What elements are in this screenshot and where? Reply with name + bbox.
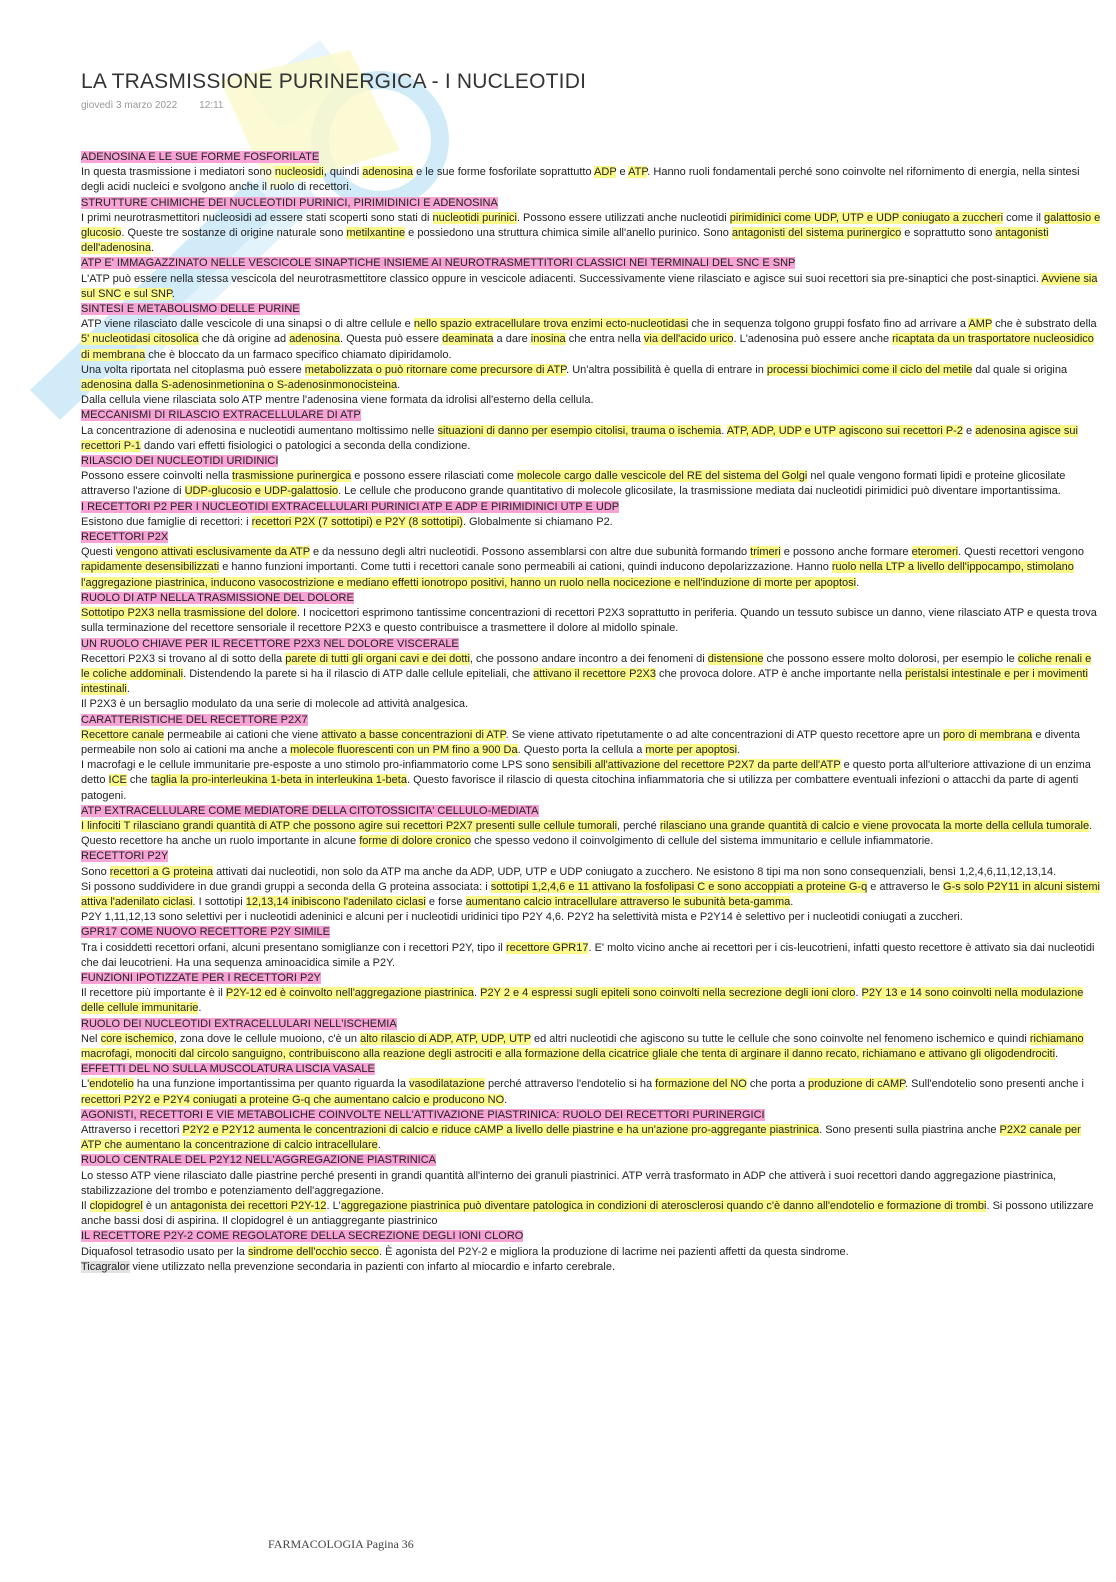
highlighted-text: FUNZIONI IPOTIZZATE PER I RECETTORI P2Y <box>81 971 321 984</box>
text-run: che possono essere molto dolorosi, per esempio le <box>763 652 1018 665</box>
section-heading <box>81 1017 1101 1032</box>
section-heading <box>81 530 1101 545</box>
text-run: Il P2X3 è un bersaglio modulato da una serie di molecole ad attività analgesica. <box>81 698 469 711</box>
highlighted-text: antagonisti dell'adenosina <box>81 227 1049 255</box>
page-title: LA TRASMISSIONE PURINERGICA - I NUCLEOTIDI <box>81 70 587 93</box>
text-run: Diquafosol tetrasodio usato per la <box>81 1245 248 1258</box>
text-run: e diventa permeabile non solo ai cationi ma anche a <box>81 728 1080 756</box>
highlighted-text: RECETTORI P2Y <box>81 850 169 863</box>
text-run: . <box>397 379 401 392</box>
highlighted-text: EFFETTI DEL NO SULLA MUSCOLATURA LISCIA VASALE <box>81 1063 375 1076</box>
paragraph <box>81 1123 1101 1153</box>
section-heading <box>81 804 1101 819</box>
note-time: 12:11 <box>199 100 224 111</box>
text-run: che <box>126 774 151 787</box>
text-run: . L' <box>326 1200 341 1213</box>
highlighted-text: SINTESI E METABOLISMO DELLE PURINE <box>81 303 300 316</box>
text-run: . Questo favorisce il rilascio di questa citochina infiammatoria che si utilizza per combattere eventuali infezioni o attacchi da parte di agenti patogeni. <box>81 774 1079 802</box>
highlighted-text: P2Y 13 e 14 sono coinvolti nella modulazione delle cellule immunitarie <box>81 987 1084 1015</box>
text-run: . È agonista del P2Y-2 e migliora la produzione di lacrime nei pazienti affetti da questa sindrome. <box>379 1245 849 1258</box>
note-meta <box>81 100 223 111</box>
text-run: . Un'altra possibilità è quella di entrare in <box>566 363 767 376</box>
highlighted-text: molecole fluorescenti con un PM fino a 900 Da <box>290 743 518 756</box>
text-run: viene utilizzato nella prevenzione secondaria in pazienti con infarto al miocardio e infarto cerebrale. <box>129 1260 615 1273</box>
highlighted-text: nello spazio extracellulare trova enzimi ecto-nucleotidasi <box>413 318 689 331</box>
highlighted-text: inosina <box>530 333 566 346</box>
text-run: . <box>855 987 862 1000</box>
paragraph <box>81 424 1101 454</box>
paragraph <box>81 469 1101 499</box>
text-run: . Se viene attivato ripetutamente o ad alte concentrazioni di ATP questo recettore apre un <box>505 728 944 741</box>
highlighted-text: core ischemico <box>100 1032 174 1045</box>
text-run: Nel <box>81 1032 101 1045</box>
text-run: . <box>737 743 741 756</box>
highlighted-text: nucleosidi <box>274 166 324 179</box>
text-run: . Questa può essere <box>339 333 443 346</box>
highlighted-text: adenosina <box>289 333 340 346</box>
text-run: e questo porta all'ulteriore attivazione di un enzima detto <box>81 759 1091 787</box>
text-run: La concentrazione di adenosina e nucleotidi aumentano moltissimo nelle <box>81 424 438 437</box>
highlighted-text: adenosina <box>362 166 414 179</box>
highlighted-text: recettori P2X (7 sottotipi) e P2Y (8 sottotipi) <box>251 515 463 528</box>
section-heading <box>81 591 1101 606</box>
text-run: Il <box>81 1200 90 1213</box>
highlighted-text: Ticagralor <box>81 1260 130 1273</box>
section-heading <box>81 302 1101 317</box>
highlighted-text: MECCANISMI DI RILASCIO EXTRACELLULARE DI ATP <box>81 409 361 422</box>
text-run: Lo stesso ATP viene rilasciato dalle piastrine perché presenti in grandi quantità all'interno dei granuli piastrinici. ATP verrà trasformato in ADP che attiverà i suoi recettori dando aggregazione piastrinica, stabilizzazione del trombo e potenziamento dell'aggregazione. <box>81 1169 1057 1197</box>
highlighted-text: situazioni di danno per esempio citolisi, trauma o ischemia <box>437 424 722 437</box>
text-run: ha una funzione importantissima per quanto riguarda la <box>133 1078 410 1091</box>
paragraph <box>81 606 1101 636</box>
page-footer: FARMACOLOGIA Pagina 36 <box>268 1537 414 1551</box>
text-run: e hanno funzioni importanti. Come tutti i recettori canale sono permeabili ai cationi, quindi inducono depolarizzazione. Hanno <box>219 561 832 574</box>
text-run: I primi neurotrasmettitori nucleosidi ad essere stati scoperti sono stati di <box>81 211 433 224</box>
text-run: e le sue forme fosforilate soprattutto <box>413 166 595 179</box>
highlighted-text: eteromeri <box>911 546 959 559</box>
paragraph <box>81 941 1101 971</box>
highlighted-text: richiamano macrofagi, monociti dal circolo sanguigno, contribuiscono alla reazione degli astrociti e alla formazione della cicatrice gliale che tenta di arginare il danno recato, richiamano e attivano gli oligodendrociti <box>81 1032 1084 1060</box>
text-run: Dalla cellula viene rilasciata solo ATP mentre l'adenosina viene formata da idrolisi all'esterno della cellula. <box>81 394 594 407</box>
text-run: . <box>126 683 130 696</box>
highlighted-text: nucleotidi purinici <box>432 211 517 224</box>
highlighted-text: vasodilatazione <box>409 1078 485 1091</box>
highlighted-text: Avviene sia sul SNC e sul SNP <box>81 272 1098 300</box>
section-heading <box>81 500 1101 515</box>
paragraph <box>81 363 1101 393</box>
text-run: è un <box>142 1200 171 1213</box>
text-run: . <box>377 1139 381 1152</box>
text-run: . Sono presenti sulla piastrina anche <box>819 1124 1000 1136</box>
highlighted-text: ADP <box>594 166 617 179</box>
highlighted-text: clopidogrel <box>89 1200 143 1213</box>
paragraph <box>81 819 1101 834</box>
text-run: che in sequenza tolgono gruppi fosfato fino ad arrivare a <box>688 318 969 331</box>
highlighted-text: attivano il recettore P2X3 <box>533 667 656 680</box>
text-run: Il recettore più importante è il <box>81 987 226 1000</box>
text-run: che è bloccato da un farmaco specifico chiamato dipiridamolo. <box>145 348 452 361</box>
paragraph <box>81 1260 1101 1275</box>
highlighted-text: rilasciano una grande quantità di calcio e viene provocata la morte della cellula tumorale <box>659 819 1090 832</box>
highlighted-text: ricaptata da un trasportatore nucleosidico di membrana <box>81 333 1094 361</box>
paragraph <box>81 1077 1101 1107</box>
highlighted-text: coliche renali e le coliche addominali <box>81 652 1092 680</box>
paragraph <box>81 1245 1101 1260</box>
text-run: che provoca dolore. ATP è anche importante nella <box>656 667 906 680</box>
text-run: e possono anche formare <box>780 546 912 559</box>
text-run: che spesso vedono il coinvolgimento di cellule del sistema immunitario e cellule infiammatorie. <box>471 835 934 848</box>
paragraph <box>81 1169 1101 1199</box>
highlighted-text: sottotipi 1,2,4,6 e 11 attivano la fosfolipasi C e sono accoppiati a proteine G-q <box>490 880 868 893</box>
highlighted-text: parete di tutti gli organi cavi e dei dotti <box>285 652 470 665</box>
text-run: . Distendendo la parete si ha il rilascio di ATP dalle cellule epiteliali, che <box>183 667 534 680</box>
text-run: , zona dove le cellule muoiono, c'è un <box>173 1032 361 1045</box>
highlighted-text: via dell'acido urico <box>643 333 734 346</box>
highlighted-text: RUOLO DEI NUCLEOTIDI EXTRACELLULARI NELL'ISCHEMIA <box>81 1017 397 1030</box>
highlighted-text: rapidamente desensibilizzati <box>81 561 220 574</box>
highlighted-text: poro di membrana <box>943 728 1033 741</box>
highlighted-text: 5' nucleotidasi citosolica <box>81 333 199 346</box>
section-heading <box>81 1108 1101 1123</box>
text-run: . Hanno ruoli fondamentali perché sono coinvolte nel rifornimento di energia, nella sintesi degli acidi nucleici e svolgono anche il ruolo di recettori. <box>81 166 1080 194</box>
text-run: che dà origine ad <box>198 333 290 346</box>
text-run: che porta a <box>746 1078 809 1091</box>
highlighted-text: UN RUOLO CHIAVE PER IL RECETTORE P2X3 NEL DOLORE VISCERALE <box>81 637 459 650</box>
paragraph <box>81 165 1101 195</box>
text-run: In questa trasmissione i mediatori sono <box>81 166 275 179</box>
text-run: e possiedono una struttura chimica simile all'anello purinico. Sono <box>405 227 732 240</box>
text-run: che entra nella <box>565 333 644 346</box>
text-run: . I nocicettori esprimono tantissime concentrazioni di recettori P2X3 soprattutto in periferia. Quando un tessuto subisce un danno, viene rilasciato ATP e questa trova sulla terminazione del recettore sensoriale il recettore P2X3 e questo contribuisce a trasmettere il dolore al midollo spinale. <box>81 607 1097 635</box>
text-run: Si possono suddividere in due grandi gruppi a seconda della G proteina associata: i <box>81 880 491 893</box>
highlighted-text: trasmissione purinergica <box>232 470 352 483</box>
highlighted-text: ICE <box>108 774 127 787</box>
highlighted-text: P2X2 canale per ATP che aumentano la concentrazione di calcio intracellulare <box>81 1124 1081 1152</box>
paragraph <box>81 393 1101 408</box>
text-run: . Questo porta la cellula a <box>517 743 646 756</box>
highlighted-text: I linfociti T rilasciano grandi quantità di ATP che possono agire sui recettori P2X7 presenti sulle cellule tumorali <box>81 819 618 832</box>
text-run: come il <box>1003 211 1044 224</box>
highlighted-text: molecole cargo dalle vescicole del RE del sistema del Golgi <box>516 470 808 483</box>
text-run: a dare <box>493 333 531 346</box>
text-run: nel quale vengono formati lipidi e proteine glicosilate attraverso l'azione di <box>81 470 1066 498</box>
text-run: dando vari effetti fisiologici o patologici a seconda della condizione. <box>140 439 471 452</box>
highlighted-text: galattosio e glucosio <box>81 211 1101 240</box>
highlighted-text: trimeri <box>750 546 781 559</box>
section-heading <box>81 256 1101 271</box>
section-heading <box>81 196 1101 211</box>
highlighted-text: P2Y-12 ed è coinvolto nell'aggregazione piastrinica <box>225 987 475 1000</box>
text-run: . Questi recettori vengono <box>958 546 1085 559</box>
highlighted-text: metabolizzata o può ritornare come precursore di ATP <box>304 363 567 376</box>
text-run: . Le cellule che producono grande quantitativo di molecole glicosilate, la trasmissione mediata dai nucleotidi pirimidici può diventare importantissima. <box>338 485 1061 498</box>
highlighted-text: ATP E' IMMAGAZZINATO NELLE VESCICOLE SINAPTICHE INSIEME AI NEUROTRASMETTITORI CLASSICI NEI TERMINALI DEL SNC E SNP <box>81 257 796 270</box>
text-run: . Sull'endotelio sono presenti anche i <box>905 1078 1084 1091</box>
text-run: che è substrato della <box>992 318 1097 331</box>
section-heading <box>81 849 1101 864</box>
section-heading <box>81 713 1101 728</box>
highlighted-text: UDP-glucosio e UDP-galattosio <box>184 485 339 498</box>
text-run: . Globalmente si chiamano P2. <box>462 515 613 528</box>
highlighted-text: attivato a basse concentrazioni di ATP <box>321 728 506 741</box>
paragraph <box>81 1032 1101 1062</box>
highlighted-text: recettori a G proteina <box>109 865 214 878</box>
highlighted-text: adenosina dalla S-adenosinmetionina o S-adenosinmonocisteina <box>81 379 398 392</box>
text-run: e possono essere rilasciati come <box>351 470 517 483</box>
text-run: e <box>616 166 629 179</box>
highlighted-text: ruolo nella LTP a livello dell'ippocampo, stimolano l'aggregazione piastrinica, inducono vasocostrizione e mediano effetti ionotropo positivi, hanno un ruolo nella nocicezione e nell'induzione di morte per apoptosi <box>81 561 1074 589</box>
highlighted-text: sindrome dell'occhio secco <box>247 1245 380 1258</box>
text-run: ATP viene rilasciato dalle vescicole di una sinapsi o di altre cellule e <box>81 318 414 331</box>
highlighted-text: adenosina agisce sui recettori P-1 <box>81 424 1078 452</box>
paragraph <box>81 272 1101 302</box>
highlighted-text: IL RECETTORE P2Y-2 COME REGOLATORE DELLA SECREZIONE DEGLI IONI CLORO <box>81 1230 524 1243</box>
highlighted-text: RUOLO CENTRALE DEL P2Y12 NELL'AGGREGAZIONE PIASTRINICA <box>81 1154 437 1167</box>
paragraph <box>81 865 1101 880</box>
text-run: Tra i cosiddetti recettori orfani, alcuni presentano somiglianze con i recettori P2Y, tipo il <box>81 941 506 954</box>
highlighted-text: RILASCIO DEI NUCLEOTIDI URIDINICI <box>81 455 279 468</box>
section-heading <box>81 1153 1101 1168</box>
highlighted-text: peristalsi intestinale e per i movimenti intestinali <box>81 667 1088 696</box>
text-run: permeabile ai cationi che viene <box>164 728 322 741</box>
text-run: e <box>962 424 976 437</box>
paragraph <box>81 697 1101 712</box>
text-run: , che possono andare incontro a dei fenomeni di <box>469 652 708 665</box>
paragraph <box>81 211 1101 257</box>
highlighted-text: produzione di cAMP <box>808 1078 906 1091</box>
highlighted-text: ATP <box>628 166 648 179</box>
paragraph <box>81 652 1101 698</box>
highlighted-text: AGONISTI, RECETTORI E VIE METABOLICHE COINVOLTE NELL'ATTIVAZIONE PIASTRINICA: RUOLO DEI RECETTORI PURINERGICI <box>81 1108 765 1121</box>
text-run: . <box>1089 819 1093 832</box>
text-run: e da nessuno degli altri nucleotidi. Possono assemblarsi con altre due subunità formando <box>309 546 751 559</box>
note-date: giovedì 3 marzo 2022 <box>81 100 178 111</box>
text-run: . I sottotipi <box>192 895 246 908</box>
highlighted-text: RECETTORI P2X <box>81 531 169 544</box>
highlighted-text: forme di dolore cronico <box>359 835 472 848</box>
highlighted-text: GPR17 COME NUOVO RECETTORE P2Y SIMILE <box>81 926 330 939</box>
paragraph <box>81 317 1101 363</box>
text-run: Esistono due famiglie di recettori: i <box>81 515 252 528</box>
text-run: . <box>504 1093 508 1106</box>
highlighted-text: distensione <box>707 652 764 665</box>
text-run: . E' molto vicino anche ai recettori per i cis-leucotrieni, infatti questo recettore è attivato sia dai nucleotidi che dai leucotrieni. Ha una sequenza aminoacidica simile a P2Y. <box>81 941 1095 969</box>
highlighted-text: sensibili all'attivazione del recettore P2X7 da parte dell'ATP <box>552 759 841 772</box>
text-run: perché attraverso l'endotelio si ha <box>484 1078 656 1091</box>
highlighted-text: AMP <box>968 318 993 331</box>
paragraph <box>81 728 1101 758</box>
paragraph <box>81 880 1101 910</box>
text-run: P2Y 1,11,12,13 sono selettivi per i nucleotidi adeninici e alcuni per i nucleotidi uridinici tipo P2Y 4,6. P2Y2 ha selettività mista e P2Y14 è selettivo per i nucleotidi coniugati a zuccheri. <box>81 911 963 924</box>
highlighted-text: processi biochimici come il ciclo del metile <box>766 363 973 376</box>
text-run: I macrofagi e le cellule immunitarie pre-esposte a uno stimolo pro-infiammatorio come LPS sono <box>81 759 553 772</box>
highlighted-text: Sottotipo P2X3 nella trasmissione del dolore <box>81 607 297 620</box>
text-run: attivati dai nucleotidi, non solo da ATP ma anche da ADP, UDP, UTP e UDP coniugato a zucchero. Ne esistono 8 tipi ma non sono consequenziali, bensì 1,2,4,6,11,12,13,14. <box>213 865 1057 878</box>
text-run: , perché <box>617 819 660 832</box>
text-run: . <box>151 242 155 255</box>
highlighted-text: endotelio <box>89 1078 134 1091</box>
highlighted-text: STRUTTURE CHIMICHE DEI NUCLEOTIDI PURINICI, PIRIMIDINICI E ADENOSINA <box>81 196 498 209</box>
highlighted-text: ATP EXTRACELLULARE COME MEDIATORE DELLA CITOTOSSICITA' CELLULO-MEDIATA <box>81 804 539 817</box>
highlighted-text: P2Y 2 e 4 espressi sugli epiteli sono coinvolti nella secrezione degli ioni cloro <box>480 987 856 1000</box>
text-run: Recettori P2X3 si trovano al di sotto della <box>81 652 286 665</box>
text-run: L'ATP può essere nella stessa vescicola del neurotrasmettitore classico oppure in vescicole adiacenti. Successivamente viene rilasciato e agisce sui suoi recettori sia pre-sinaptici che post-sinaptici. <box>81 272 1042 285</box>
section-heading <box>81 925 1101 940</box>
highlighted-text: recettore GPR17 <box>505 941 589 954</box>
section-heading <box>81 454 1101 469</box>
paragraph <box>81 986 1101 1016</box>
text-run: Attraverso i recettori <box>81 1124 183 1136</box>
text-run: . <box>856 576 860 589</box>
text-run: Una volta riportata nel citoplasma può essere <box>81 363 305 376</box>
section-heading <box>81 150 1101 165</box>
highlighted-text: antagonista dei recettori P2Y-12 <box>170 1200 327 1213</box>
text-run: e forse <box>425 895 466 908</box>
highlighted-text: aggregazione piastrinica può diventare patologica in condizioni di aterosclerosi quando c'è danno all'endotelio e formazione di trombi <box>340 1200 987 1213</box>
paragraph <box>81 758 1101 804</box>
text-run: , quindi <box>323 166 363 179</box>
paragraph <box>81 910 1101 925</box>
highlighted-text: pirimidinici come UDP, UTP e UDP coniugato a zuccheri <box>729 211 1004 224</box>
highlighted-text: vengono attivati esclusivamente da ATP <box>115 546 310 559</box>
text-run: . <box>198 1002 202 1015</box>
text-run: dal quale si origina <box>972 363 1068 376</box>
section-heading <box>81 637 1101 652</box>
text-run: . <box>474 987 481 1000</box>
text-run: Possono essere coinvolti nella <box>81 470 233 483</box>
text-run: . Si possono utilizzare anche bassi dosi di aspirina. Il clopidogrel è un antiaggregante piastrinico <box>81 1200 1094 1228</box>
highlighted-text: metilxantine <box>346 227 406 240</box>
highlighted-text: 12,13,14 inibiscono l'adenilato ciclasi <box>245 895 426 908</box>
section-heading <box>81 1229 1101 1244</box>
highlighted-text: taglia la pro-interleukina 1-beta in interleukina 1-beta <box>150 774 407 787</box>
text-run: e soprattutto sono <box>901 227 996 240</box>
text-run: . <box>171 287 175 300</box>
text-run: e attraverso le <box>867 880 944 893</box>
paragraph <box>81 545 1101 591</box>
highlighted-text: morte per apoptosi <box>645 743 738 756</box>
text-run: . <box>790 895 794 908</box>
highlighted-text: P2Y2 e P2Y12 aumenta le concentrazioni di calcio e riduce cAMP a livello delle piastrine e ha un'azione pro-aggregante piastrinica <box>182 1124 820 1136</box>
text-run: . <box>721 424 727 437</box>
highlighted-text: alto rilascio di ADP, ATP, UDP, UTP <box>360 1032 531 1045</box>
highlighted-text: antagonisti del sistema purinergico <box>731 227 902 240</box>
text-run: . Queste tre sostanze di origine naturale sono <box>121 227 347 240</box>
highlighted-text: Recettore canale <box>81 728 165 741</box>
section-heading <box>81 971 1101 986</box>
highlighted-text: G-s solo P2Y11 in alcuni sistemi attiva l'adenilato ciclasi <box>81 880 1100 908</box>
highlighted-text: I RECETTORI P2 PER I NUCLEOTIDI EXTRACELLULARI PURINICI ATP E ADP E PIRIMIDINICI UTP E UDP <box>81 500 620 513</box>
text-run: L' <box>81 1078 90 1091</box>
highlighted-text: deaminata <box>442 333 494 346</box>
highlighted-text: RUOLO DI ATP NELLA TRASMISSIONE DEL DOLORE <box>81 591 354 604</box>
highlighted-text: ADENOSINA E LE SUE FORME FOSFORILATE <box>81 151 320 163</box>
highlighted-text: CARATTERISTICHE DEL RECETTORE P2X7 <box>81 713 308 726</box>
text-run: Sono <box>81 865 110 878</box>
paragraph <box>81 515 1101 530</box>
note-body <box>81 150 1101 1275</box>
text-run: Questi <box>81 546 116 559</box>
highlighted-text: recettori P2Y2 e P2Y4 coniugati a proteine G-q che aumentano calcio e producono NO <box>81 1093 505 1106</box>
highlighted-text: formazione del NO <box>655 1078 747 1091</box>
text-run: ed altri nucleotidi che agiscono su tutte le cellule che sono coinvolte nel fenomeno ischemico e quindi <box>530 1032 1030 1045</box>
highlighted-text: aumentano calcio intracellulare attraverso le subunità beta-gamma <box>465 895 791 908</box>
paragraph <box>81 1199 1101 1229</box>
text-run: . <box>1055 1047 1059 1060</box>
text-run: . L'adenosina può essere anche <box>733 333 893 346</box>
text-run: Questo recettore ha anche un ruolo importante in alcune <box>81 835 360 848</box>
highlighted-text: ATP, ADP, UDP e UTP agiscono sui recettori P-2 <box>726 424 963 437</box>
section-heading <box>81 1062 1101 1077</box>
text-run: . Possono essere utilizzati anche nucleotidi <box>516 211 730 224</box>
paragraph <box>81 834 1101 849</box>
section-heading <box>81 408 1101 423</box>
